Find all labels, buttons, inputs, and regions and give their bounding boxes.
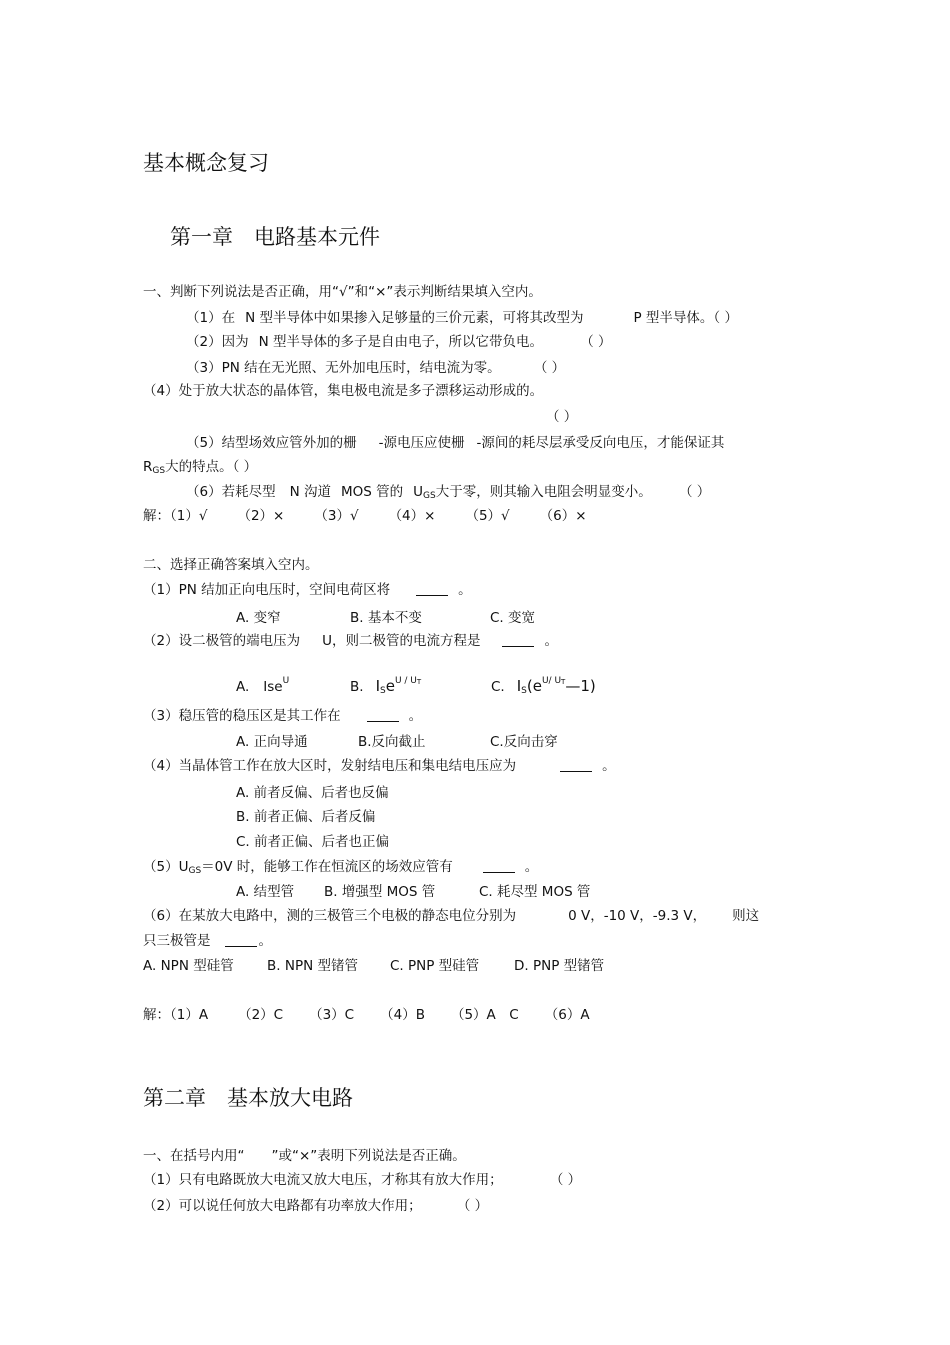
ch1-q6: （6）若耗尽型 N 沟道 MOS 管的 $U_{GS}$大于零，则其输入电阻会明显变小。 （ ）: [186, 484, 711, 501]
ch1-s2-q6: （6）在某放大电路中，测的三极管三个电极的静态电位分别为 0 V，-10 V，-9.3 V， 则这: [143, 908, 760, 924]
document-title: 基本概念复习: [143, 151, 269, 175]
ch1-section2-heading: 二、选择正确答案填入空内。: [143, 557, 319, 573]
ch1-s2-q1: （1）PN 结加正向电压时，空间电荷区将 。: [143, 582, 472, 598]
ch1-q4-paren: （ ）: [546, 409, 578, 425]
ch1-s2-q1-options: A. 变窄 B. 基本不变 C. 变宽: [236, 610, 536, 626]
ch1-s2-q2: （2）设二极管的端电压为 U，则二极管的电流方程是 。: [143, 633, 558, 649]
chapter-1-title: 第一章 电路基本元件: [170, 225, 380, 249]
ch1-s2-q2-option-c: C. $I_S(e^{U/ UT}—1)$: [491, 676, 596, 696]
ch1-q5-cont: $R_{GS}$大的特点。（ ）: [143, 459, 258, 476]
ch1-q2: （2）因为 N 型半导体的多子是自由电子，所以它带负电。 （ ）: [186, 334, 612, 350]
answer-blank: [367, 721, 399, 722]
ch1-s2-q4-option-a: A. 前者反偏、后者也反偏: [236, 785, 389, 801]
ch1-s2-q5-options: A. 结型管 B. 增强型 MOS 管 C. 耗尽型 MOS 管: [236, 884, 591, 900]
ch1-q5: （5）结型场效应管外加的栅 -源电压应使栅 -源间的耗尽层承受反向电压，才能保证其: [186, 435, 725, 451]
answer-blank: [225, 946, 257, 947]
ch2-q2: （2）可以说任何放大电路都有功率放大作用； （ ）: [143, 1198, 489, 1214]
ch2-section1-heading: 一、在括号内用“ ”或“×”表明下列说法是否正确。: [143, 1148, 466, 1164]
ch1-s2-q6-options: A. NPN 型硅管 B. NPN 型锗管 C. PNP 型硅管 D. PNP 型锗管: [143, 958, 605, 974]
ch1-q3: （3）PN 结在无光照、无外加电压时，结电流为零。 （ ）: [186, 360, 566, 376]
answer-blank: [416, 595, 448, 596]
ch1-s2-q3: （3）稳压管的稳压区是其工作在 。: [143, 708, 423, 724]
ch1-s2-q5: $(5)U_{GS}=0V$ 时，能够工作在恒流区的场效应管有 。: [143, 859, 539, 876]
chapter-2-title: 第二章 基本放大电路: [143, 1086, 353, 1110]
ch1-section1-answers: 解：（1）√ （2）× （3）√ （4）× （5）√ （6）×: [143, 508, 587, 524]
ch1-section1-heading: 一、判断下列说法是否正确，用“√”和“×”表示判断结果填入空内。: [143, 284, 542, 300]
ch1-s2-q4: （4）当晶体管工作在放大区时，发射结电压和集电结电压应为 。: [143, 758, 616, 774]
ch1-s2-q4-option-b: B. 前者正偏、后者反偏: [236, 809, 376, 825]
ch1-section2-answers: 解：（1）A （2）C （3）C （4）B （5）A C （6）A: [143, 1007, 590, 1023]
answer-blank: [483, 872, 515, 873]
ch1-s2-q4-option-c: C. 前者正偏、后者也正偏: [236, 834, 390, 850]
ch1-s2-q2-option-a: A. Ise$^U$: [236, 676, 290, 695]
ch1-s2-q6-cont: 只三极管是 。: [143, 933, 272, 949]
ch1-q4: （4）处于放大状态的晶体管，集电极电流是多子漂移运动形成的。: [143, 383, 544, 399]
answer-blank: [560, 771, 592, 772]
ch1-s2-q3-options: A. 正向导通 B.反向截止 C.反向击穿: [236, 734, 558, 750]
ch1-q1: （1）在 N 型半导体中如果掺入足够量的三价元素，可将其改型为 P 型半导体。（ ）: [186, 310, 738, 326]
ch2-q1: （1）只有电路既放大电流又放大电压，才称其有放大作用； （ ）: [143, 1172, 582, 1188]
answer-blank: [502, 646, 534, 647]
ch1-s2-q2-option-b: B. $I_Se^{U / UT}$: [350, 676, 422, 696]
